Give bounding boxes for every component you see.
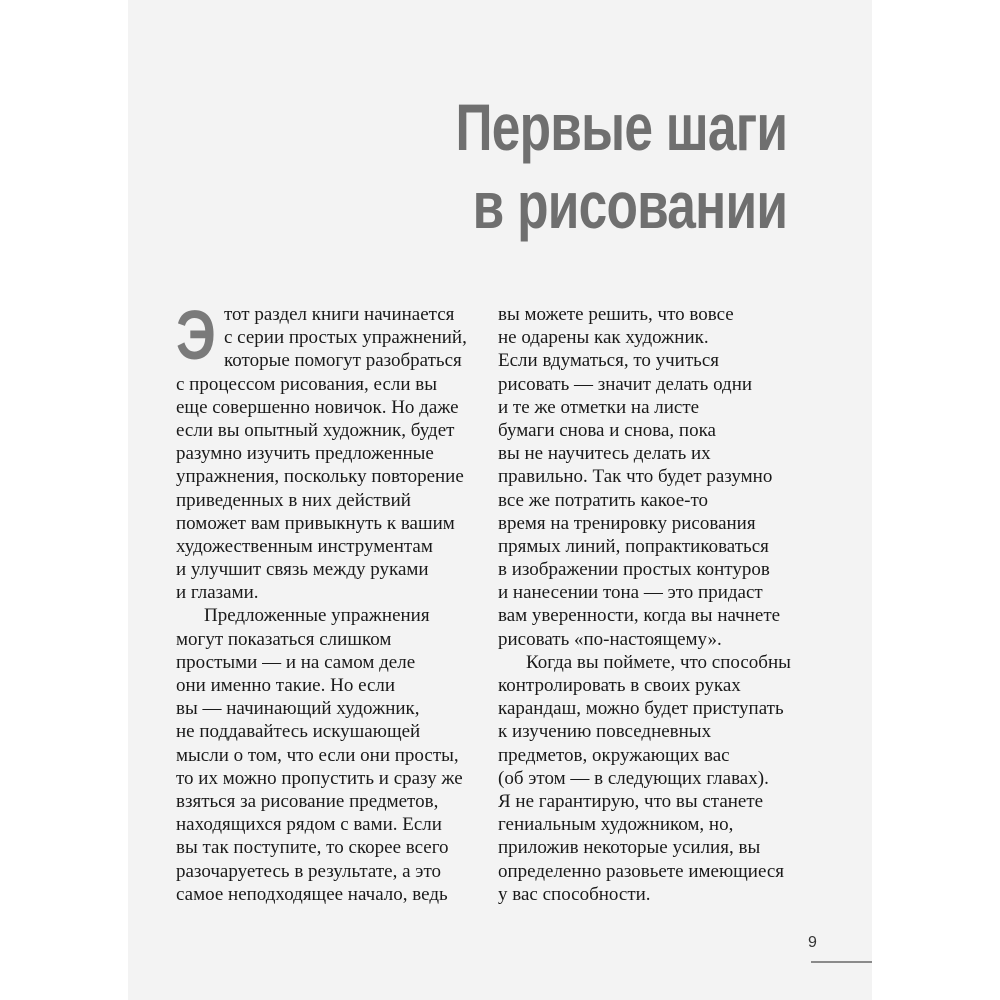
text-line: вы можете решить, что вовсе	[498, 304, 734, 325]
text-line: время на тренировку рисования	[498, 512, 756, 534]
text-line: Я не гарантирую, что вы станете	[498, 790, 764, 812]
text-line: карандаш, можно будет приступать	[498, 698, 784, 720]
text-line: прямых линий, попрактиковаться	[498, 535, 769, 557]
text-line: могут показаться слишком	[176, 628, 392, 650]
text-line: бумаги снова и снова, пока	[498, 419, 716, 441]
text-line: приведенных в них действий	[176, 489, 411, 511]
text-line: тот раздел книги начинается	[224, 304, 455, 325]
text-line: приложив некоторые усилия, вы	[498, 837, 761, 859]
text-line: Если вдуматься, то учиться	[498, 350, 719, 372]
text-column-right	[498, 303, 798, 906]
text-line: и нанесении тона — это придаст	[498, 582, 763, 604]
book-page	[128, 0, 872, 1000]
drop-cap: Э	[176, 296, 216, 374]
text-line: все же потратить какое-то	[498, 489, 709, 511]
text-line: определенно разовьете имеющиеся	[498, 860, 785, 882]
chapter-title	[455, 88, 787, 244]
text-line: рисовать — значит делать одни	[498, 373, 753, 395]
text-line: художественным инструментам	[176, 535, 433, 557]
text-line: правильно. Так что будет разумно	[498, 466, 773, 488]
text-line: предметов, окружающих вас	[498, 744, 730, 766]
text-column-left	[176, 303, 476, 906]
text-line: упражнения, поскольку повторение	[176, 466, 464, 488]
text-line: (об этом — в следующих главах).	[498, 767, 769, 789]
text-line: вы так поступите, то скорее всего	[176, 837, 449, 859]
text-line: с серии простых упражнений,	[224, 327, 467, 349]
text-line: находящихся рядом с вами. Если	[176, 814, 442, 836]
text-line: вы не научитесь делать их	[498, 443, 711, 465]
text-line: у вас способности.	[498, 883, 651, 905]
text-line: еще совершенно новичок. Но даже	[176, 396, 459, 418]
text-line: поможет вам привыкнуть к вашим	[176, 512, 455, 534]
chapter-title-line-1: Первые шаги	[455, 90, 787, 164]
text-line: которые помогут разобраться	[224, 350, 462, 372]
text-line: с процессом рисования, если вы	[176, 373, 438, 395]
text-line: и те же отметки на листе	[498, 396, 700, 418]
text-line: вы — начинающий художник,	[176, 698, 420, 720]
text-line: то их можно пропустить и сразу же	[176, 767, 463, 789]
page-number: 9	[808, 934, 817, 951]
text-line: если вы опытный художник, будет	[176, 419, 455, 441]
text-line: Предложенные упражнения	[204, 605, 430, 627]
text-line: самое неподходящее начало, ведь	[176, 883, 448, 905]
text-line: не поддавайтесь искушающей	[176, 721, 421, 743]
text-line: разочаруетесь в результате, а это	[176, 860, 441, 882]
text-line: гениальным художником, но,	[498, 814, 734, 836]
text-line: они именно такие. Но если	[176, 675, 396, 696]
text-line: контролировать в своих руках	[498, 675, 741, 696]
text-line: мысли о том, что если они просты,	[176, 744, 459, 766]
chapter-title-line-2: в рисовании	[472, 168, 787, 242]
text-line: рисовать «по-настоящему».	[498, 628, 722, 650]
text-line: Когда вы поймете, что способны	[526, 651, 791, 673]
text-line: и улучшит связь между руками	[176, 559, 429, 581]
text-line: и глазами.	[176, 582, 259, 604]
footer-rule	[811, 961, 872, 963]
text-line: вам уверенности, когда вы начнете	[498, 605, 781, 627]
text-line: не одарены как художник.	[498, 327, 709, 349]
text-line: простыми — и на самом деле	[176, 651, 416, 673]
text-line: в изображении простых контуров	[498, 559, 770, 581]
text-line: разумно изучить предложенные	[176, 443, 434, 465]
text-line: взяться за рисование предметов,	[176, 790, 439, 812]
text-line: к изучению повседневных	[498, 721, 712, 743]
